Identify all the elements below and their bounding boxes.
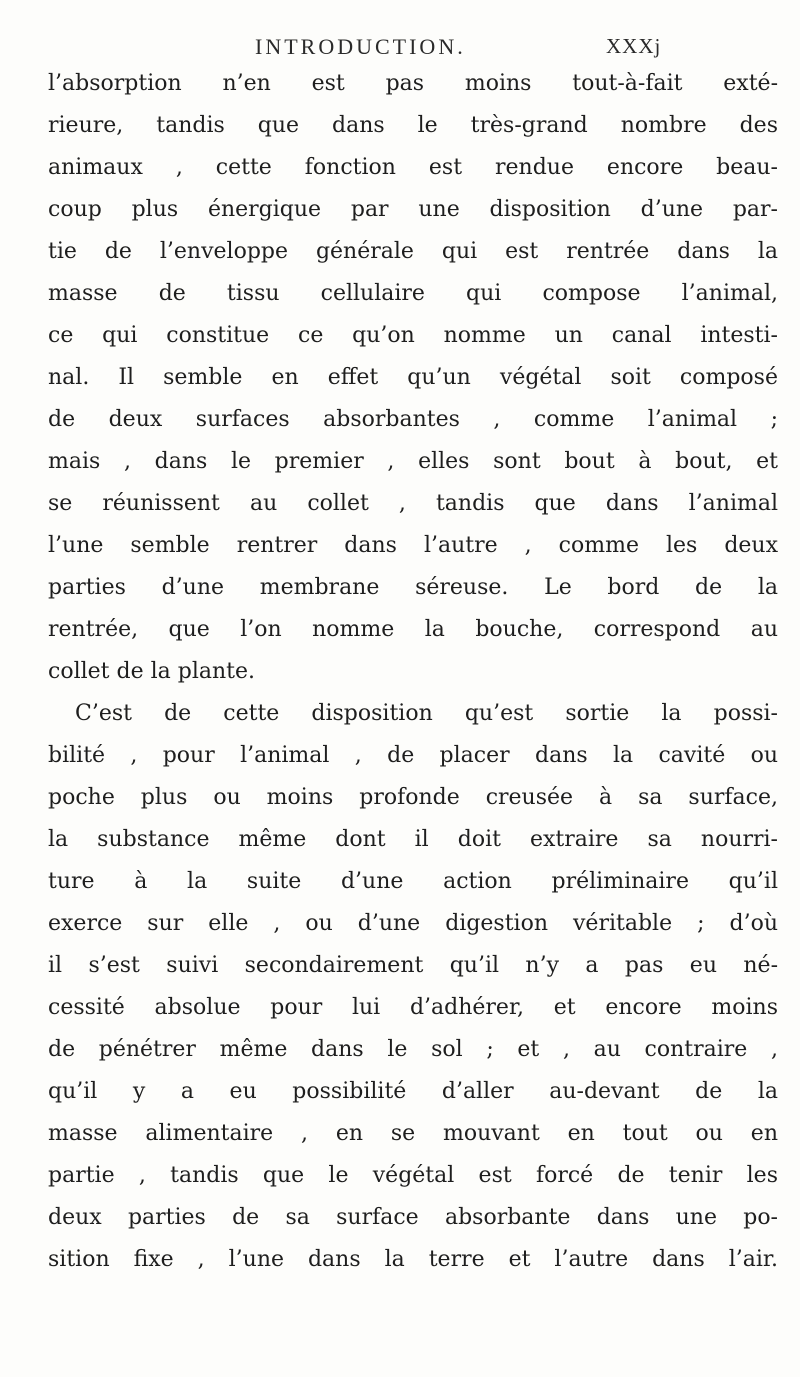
text-line: nal. Il semble en effet qu’un végétal soit composé xyxy=(48,365,778,390)
text-line: rieure, tandis que dans le très-grand nombre des xyxy=(48,113,778,138)
text-line: exerce sur elle , ou d’une digestion véritable ; d’où xyxy=(48,911,778,936)
body-text xyxy=(48,63,778,1281)
text-line: masse de tissu cellulaire qui compose l’animal, xyxy=(48,281,778,306)
text-line: qu’il y a eu possibilité d’aller au-devant de la xyxy=(48,1079,778,1104)
text-line: bilité , pour l’animal , de placer dans la cavité ou xyxy=(48,743,778,768)
text-line: de pénétrer même dans le sol ; et , au contraire , xyxy=(48,1037,778,1062)
text-line: rentrée, que l’on nomme la bouche, correspond au xyxy=(48,617,778,642)
text-line: se réunissent au collet , tandis que dans l’animal xyxy=(48,491,778,516)
text-line: mais , dans le premier , elles sont bout à bout, et xyxy=(48,449,778,474)
text-line: ture à la suite d’une action préliminaire qu’il xyxy=(48,869,778,894)
text-line: ce qui constitue ce qu’on nomme un canal intesti- xyxy=(48,323,778,348)
text-line: poche plus ou moins profonde creusée à sa surface, xyxy=(48,785,778,810)
text-line: de deux surfaces absorbantes , comme l’animal ; xyxy=(48,407,778,432)
text-line: cessité absolue pour lui d’adhérer, et encore moins xyxy=(48,995,778,1020)
text-line: parties d’une membrane séreuse. Le bord de la xyxy=(48,575,778,600)
text-line-paragraph-start: C’est de cette disposition qu’est sortie la possi- xyxy=(75,701,778,726)
text-line: animaux , cette fonction est rendue encore beau- xyxy=(48,155,778,180)
text-line: il s’est suivi secondairement qu’il n’y a pas eu né- xyxy=(48,953,778,978)
text-line: tie de l’enveloppe générale qui est rentrée dans la xyxy=(48,239,778,264)
running-title: INTRODUCTION. xyxy=(255,34,466,59)
text-line-paragraph-end: collet de la plante. xyxy=(48,659,255,684)
page-header xyxy=(0,28,800,64)
text-line: la substance même dont il doit extraire sa nourri- xyxy=(48,827,778,852)
text-line: l’une semble rentrer dans l’autre , comme les deux xyxy=(48,533,778,558)
text-line: coup plus énergique par une disposition d’une par- xyxy=(48,197,778,222)
text-line: masse alimentaire , en se mouvant en tout ou en xyxy=(48,1121,778,1146)
text-line: sition fixe , l’une dans la terre et l’autre dans l’air. xyxy=(48,1247,778,1272)
text-line: deux parties de sa surface absorbante dans une po- xyxy=(48,1205,778,1230)
text-line: l’absorption n’en est pas moins tout-à-fait exté- xyxy=(48,71,778,96)
text-line: partie , tandis que le végétal est forcé de tenir les xyxy=(48,1163,778,1188)
page-number: XXXj xyxy=(606,34,662,58)
